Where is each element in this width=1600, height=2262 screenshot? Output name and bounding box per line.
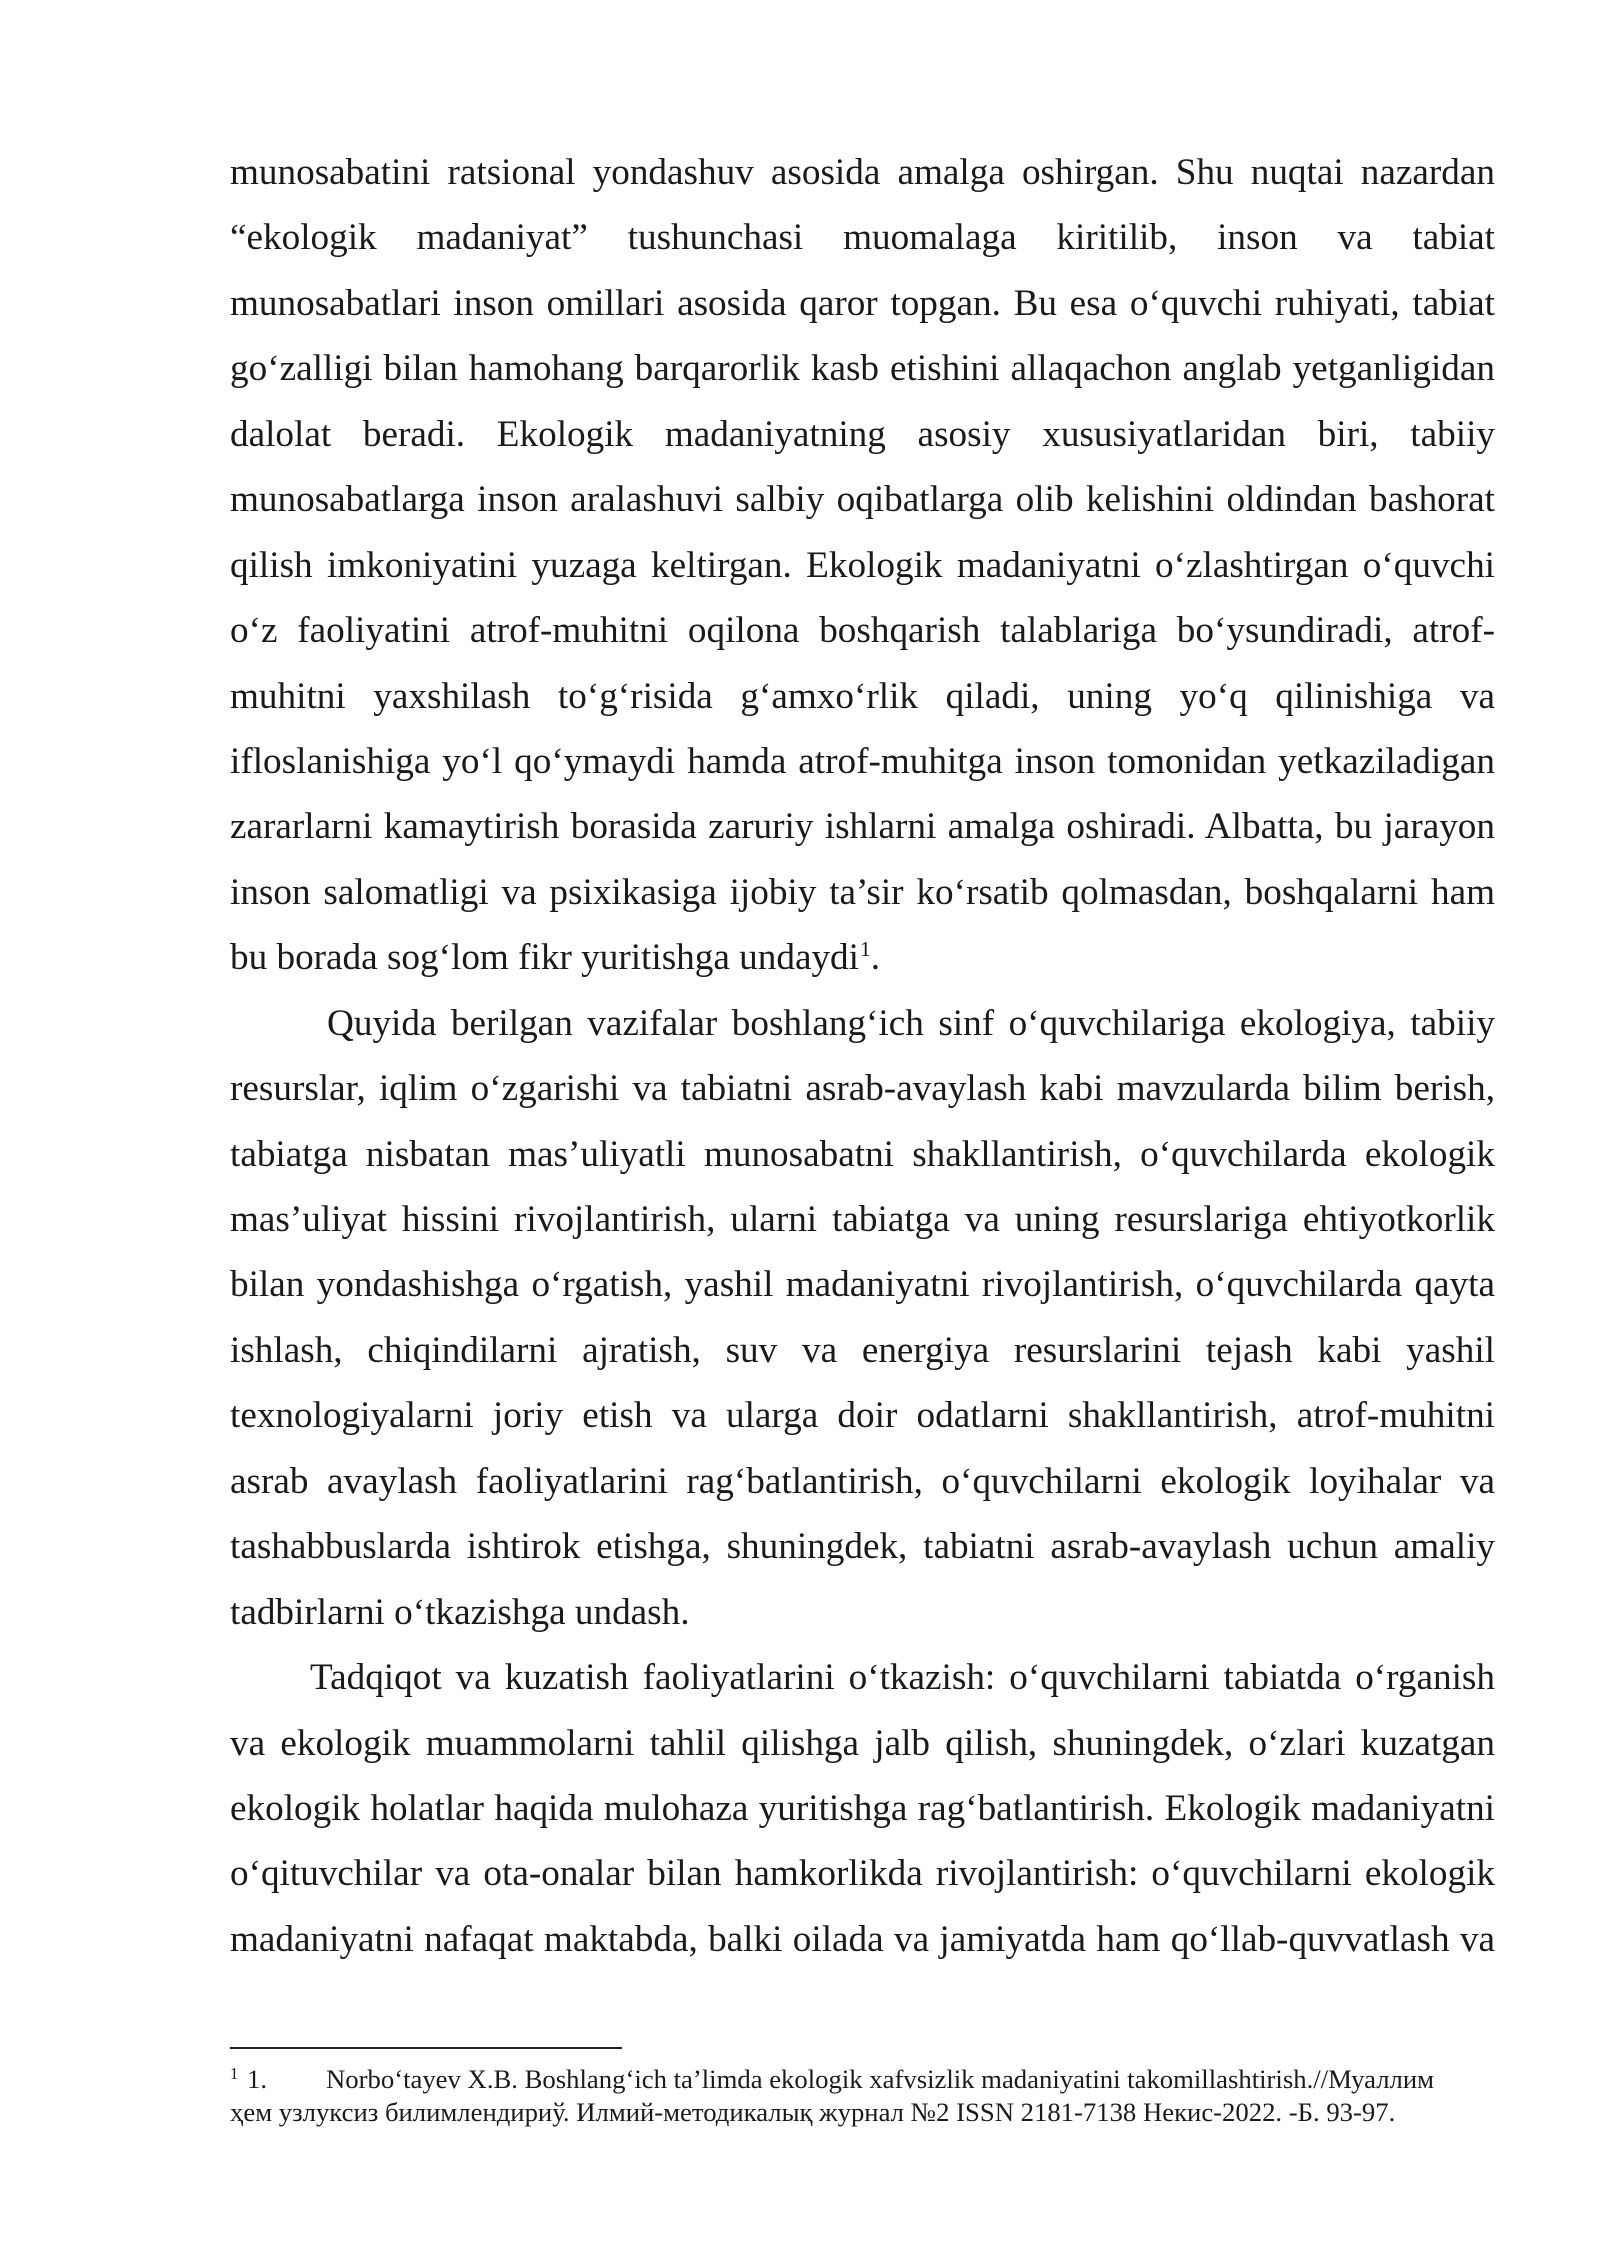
text-line: ekologik holatlar haqida mulohaza yuritishga rag‘batlantirish. Ekologik madaniyatni [230,1787,1495,1829]
text-line: bilan yondashishga o‘rgatish, yashil madaniyatni rivojlantirish, o‘quvchilarda qayta [230,1264,1495,1306]
footnote-text: ҳем узлуксиз билимлендириў. Илмий-методикалық журнал №2 ISSN 2181-7138 Некис-2022. -Б. 93-97. [230,2097,1396,2127]
text-line: tadbirlarni o‘tkazishga undash. [230,1591,690,1633]
text-line: munosabatlari inson omillari asosida qaror topgan. Bu esa o‘quvchi ruhiyati, tabiat [230,282,1495,324]
text-line: madaniyatni nafaqat maktabda, balki oilada va jamiyatda ham qo‘llab-quvvatlash va [230,1918,1495,1960]
text-line: inson salomatligi va psixikasiga ijobiy ta’sir ko‘rsatib qolmasdan, boshqalarni ham [230,871,1495,913]
text-line: tabiatga nisbatan mas’uliyatli munosabatni shakllantirish, o‘quvchilarda ekologik [230,1133,1495,1175]
text-line: asrab avaylash faoliyatlarini rag‘batlantirish, o‘quvchilarni ekologik loyihalar va [230,1460,1495,1502]
text-line: dalolat beradi. Ekologik madaniyatning asosiy xususiyatlaridan biri, tabiiy [230,413,1495,455]
text-line: tashabbuslarda ishtirok etishga, shuningdek, tabiatni asrab-avaylash uchun amaliy [230,1526,1495,1568]
footnote-text: Norbo‘tayev X.B. Boshlang‘ich ta’limda ekologik xafvsizlik madaniyatini takomillashtirish.//Муаллим [326,2064,1435,2094]
body-text [230,140,1495,1972]
text-line: zararlarni kamaytirish borasida zaruriy ishlarni amalga oshiradi. Albatta, bu jarayon [230,806,1495,848]
text-line: munosabatini ratsional yondashuv asosida amalga oshirgan. Shu nuqtai nazardan [230,152,1495,193]
text-line: muhitni yaxshilash to‘g‘risida g‘amxo‘rlik qiladi, uning yo‘q qilinishiga va [230,675,1495,717]
footnote-line: 1 1. Norbo‘tayev X.B. Boshlang‘ich ta’limda ekologik xafvsizlik madaniyatini takomillashtirish.//Муаллим [230,2063,1435,2094]
footnote-separator [230,2047,622,2049]
text-line: resurslar, iqlim o‘zgarishi va tabiatni asrab-avaylash kabi mavzularda bilim berish, [230,1068,1495,1110]
text-line: go‘zalligi bilan hamohang barqarorlik kasb etishini allaqachon anglab yetganligidan [230,348,1495,390]
footnote-reference: 1 [859,936,871,961]
footnote-number: 1. [247,2064,268,2094]
text-line-content: bu borada sog‘lom fikr yuritishga undaydi [230,937,859,979]
text-line: o‘qituvchilar va ota-onalar bilan hamkorlikda rivojlantirish: o‘quvchilarni ekologik [230,1853,1495,1895]
text-line: va ekologik muammolarni tahlil qilishga jalb qilish, shuningdek, o‘zlari kuzatgan [230,1722,1495,1764]
text-line: Tadqiqot va kuzatish faoliyatlarini o‘tkazish: o‘quvchilarni tabiatda o‘rganish [310,1657,1495,1699]
paragraph [230,991,1495,1645]
text-line: texnologiyalarni joriy etish va ularga doir odatlarni shakllantirish, atrof-muhitni [230,1395,1495,1437]
text-line [230,925,1495,990]
footnote [230,2063,1495,2129]
text-line: ishlash, chiqindilarni ajratish, suv va energiya resurslarini tejash kabi yashil [230,1329,1495,1371]
footnote-line [230,2096,1495,2129]
text-line: Quyida berilgan vazifalar boshlang‘ich sinf o‘quvchilariga ekologiya, tabiiy [327,1002,1495,1044]
text-line: ifloslanishiga yo‘l qo‘ymaydi hamda atrof-muhitga inson tomonidan yetkaziladigan [230,740,1495,782]
text-line: qilish imkoniyatini yuzaga keltirgan. Ekologik madaniyatni o‘zlashtirgan o‘quvchi [230,544,1495,586]
paragraph [230,1645,1495,1972]
line-end-punctuation: . [870,937,881,979]
text-line: “ekologik madaniyat” tushunchasi muomalaga kiritilib, inson va tabiat [230,217,1495,259]
paragraph [230,140,1495,991]
text-line: munosabatlarga inson aralashuvi salbiy oqibatlarga olib kelishini oldindan bashorat [230,479,1495,521]
text-line: o‘z faoliyatini atrof-muhitni oqilona boshqarish talablariga bo‘ysundiradi, atrof- [230,610,1495,652]
text-line: mas’uliyat hissini rivojlantirish, ularni tabiatga va uning resurslariga ehtiyotkorlik [230,1199,1495,1240]
